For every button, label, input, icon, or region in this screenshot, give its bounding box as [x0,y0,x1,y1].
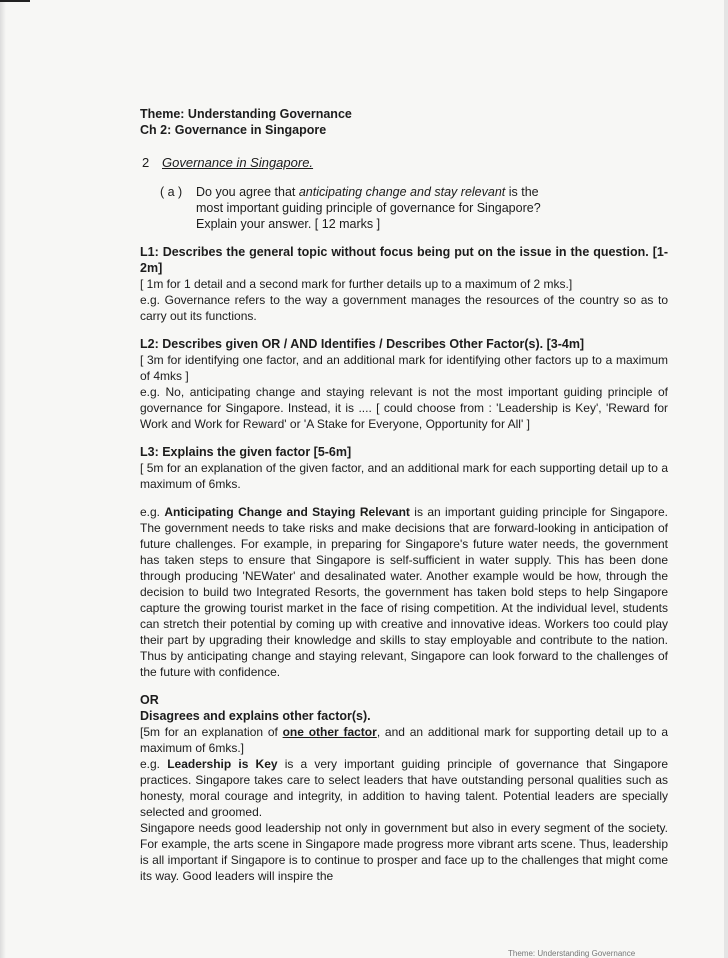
scan-edge-right [724,0,728,958]
document-page [140,106,668,884]
section-number: 2 [142,155,150,170]
alternative-factor [140,692,668,884]
section-title-text: Governance in Singapore. [162,155,314,170]
alternative-example: e.g. Leadership is Key is a very important guiding principle of governance that Singapore practices. Singapore takes care to select leaders that have outstanding personal qualities such as honesty, moral courage and integrity, in addition to having talent. Potential leaders are specially selected and groomed. [140,757,668,819]
theme-line: Theme: Understanding Governance [140,107,352,121]
level-3-marks: [ 5m for an explanation of the given factor, and an additional mark for each supporting detail up to a maximum of 6mks. [140,461,668,491]
level-3-example-bold: Anticipating Change and Staying Relevant [164,505,410,519]
scan-edge-left [0,0,6,958]
level-3 [140,444,668,680]
question-label: ( a ) [160,185,183,199]
question-line-1: Do you agree that anticipating change and stay relevant is the [196,185,539,199]
question-line-2: most important guiding principle of governance for Singapore? [196,201,541,215]
page-footer: Theme: Understanding Governance [508,949,636,958]
alternative-heading: Disagrees and explains other factor(s). [140,709,371,723]
alternative-example-continued: Singapore needs good leadership not only in government but also in every segment of the society. For example, the arts scene in Singapore made progress more vibrant arts scene. Thus, leadership is all important if Singapore is to continue to prosper and face up to the challenges that might come its way. Good leaders will inspire the [140,821,668,883]
level-3-heading: L3: Explains the given factor [5-6m] [140,445,352,459]
question-emphasis: anticipating change and stay relevant [298,185,506,199]
level-2-marks: [ 3m for identifying one factor, and an additional mark for identifying other factors up to a maximum of 4mks ] [140,353,668,383]
section-title [142,154,668,172]
level-2 [140,336,668,432]
level-2-example: e.g. No, anticipating change and staying relevant is not the most important guiding principle of governance for Singapore. Instead, it is .... [ could choose from : 'Leadership is Key', 'Reward for Work and Work for Reward' or 'A Stake for Everyone, Opportunity for All' ] [140,385,668,431]
question-a [160,184,668,232]
level-1 [140,244,668,324]
question-line-3: Explain your answer. [ 12 marks ] [196,217,381,231]
chapter-line: Ch 2: Governance in Singapore [140,123,327,137]
level-1-heading: L1: Describes the general topic without focus being put on the issue in the question. [1-2m] [140,245,668,275]
level-1-marks: [ 1m for 1 detail and a second mark for further details up to a maximum of 2 mks.] [140,277,573,291]
level-1-example: e.g. Governance refers to the way a government manages the resources of the country so as to carry out its functions. [140,293,668,323]
corner-mark [0,0,30,2]
level-3-example: e.g. Anticipating Change and Staying Relevant is an important guiding principle for Singapore. The government needs to take risks and make decisions that are forward-looking in anticipation of future challenges. For example, in preparing for Singapore's future water needs, the government has taken steps to ensure that Singapore is self-sufficient in water supply. This has been done through producing 'NEWater' and desalinated water. Another example would be how, through the decision to build two Integrated Resorts, the government has taken bold steps to help Singapore capture the growing tourist market in the face of rising competition. At the individual level, students can stretch their potential by coming up with creative and innovative ideas. Workers too could play their part by upgrading their knowledge and skills to stay employable and contribute to the nation. Thus by anticipating change and staying relevant, Singapore can look forward to the challenges of the future with confidence. [140,505,668,679]
level-2-heading: L2: Describes given OR / AND Identifies / Describes Other Factor(s). [3-4m] [140,337,585,351]
alternative-example-bold: Leadership is Key [167,757,278,771]
alternative-marks-underlined: one other factor [282,725,377,739]
or-label: OR [140,693,159,707]
alternative-marks: [5m for an explanation of one other factor, and an additional mark for supporting detail up to a maximum of 6mks.] [140,725,669,755]
